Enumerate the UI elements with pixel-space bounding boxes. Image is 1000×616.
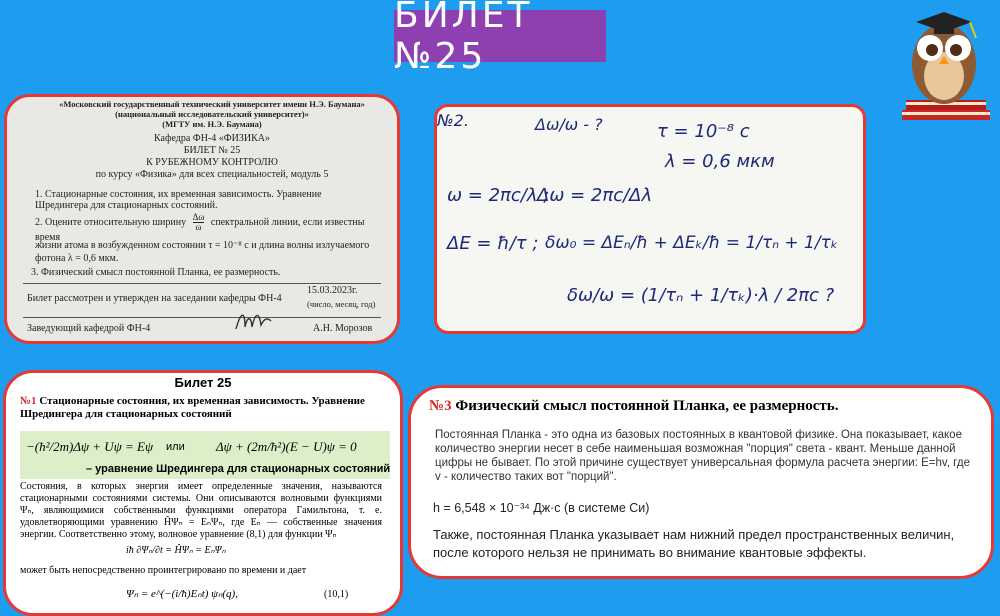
question-2-lifetime: жизни атома в возбужденном состоянии τ = 10⁻⁸ с и длина волны излучаемого xyxy=(35,240,370,251)
answer-1-body-end: может быть непосредственно проинтегрировано по времени и дает xyxy=(20,565,307,576)
formula-line-width: δω₀ = ΔEₙ/ħ + ΔEₖ/ħ = 1/τₙ + 1/τₖ xyxy=(545,233,839,253)
wavelength-given: λ = 0,6 мкм xyxy=(665,151,775,172)
equation-or: или xyxy=(166,441,185,453)
question-3: 3. Физический смысл постоянной Планка, ее размерность. xyxy=(31,267,281,278)
fraction-denominator: ω xyxy=(195,222,202,232)
university-line-3: (МГТУ им. Н.Э. Баумана) xyxy=(162,119,262,129)
schrodinger-equation-right: Δψ + (2m/ħ²)(E − U)ψ = 0 xyxy=(216,439,357,454)
wavefunction-solution: Ψₙ = e^(−(i/ħ)Eₙt) ψₙ(q), xyxy=(126,588,238,600)
answer-1-number: №1 xyxy=(20,395,37,407)
divider xyxy=(23,317,381,318)
department: Кафедра ФН-4 «ФИЗИКА» xyxy=(154,133,270,144)
date-caption: (число, месяц, год) xyxy=(307,299,376,309)
approval-date: 15.03.2023г. xyxy=(307,285,358,296)
formula-omega: ω = 2πc/λ ; xyxy=(447,185,550,206)
answer-heading: Билет 25 xyxy=(174,375,232,390)
answer-3-title: Физический смысл постоянной Планка, ее размерность. xyxy=(451,398,839,414)
answer-3-number: №3 xyxy=(429,398,452,414)
university-line-2: (национальный исследовательский университет)» xyxy=(115,109,309,119)
problem-number: №2. xyxy=(437,111,469,130)
answer-1-body: Состояния, в которых энергия имеет определенные значения, называются стационарными состояниями системы. Они описываются волновыми функциями Ψₙ, являющимися собственными функциями оператора Гамильтона, т. е. удовлетворяющими уравнению ĤΨₙ = EₙΨₙ, где Eₙ — собственные значения энергии. Соответственно этому, волновое уравнение (8,1) для функции Ψₙ xyxy=(20,481,382,540)
unknown-quantity: Δω/ω - ? xyxy=(535,115,603,134)
department-head-name: А.Н. Морозов xyxy=(313,323,373,334)
planck-spatial-limit: Также, постоянная Планка указывает нам нижний предел пространственных величин, после которого нельзя не принимать во внимание квантовые эффекты. xyxy=(433,527,955,560)
ticket-number: БИЛЕТ № 25 xyxy=(183,145,241,156)
owl-mascot-icon xyxy=(892,4,996,124)
lifetime-given: τ = 10⁻⁸ с xyxy=(657,121,750,142)
planck-explanation: Постоянная Планка - это одна из базовых постоянных в квантовой физике. Она показывает, какое количество энергии несет в себе наименьшая возможная "порция" света - квант. Меньше данной цифры не бывает. По этой причине существует универсальная формула расчета энергии: E=hv, где v - количество таких вот "порций". xyxy=(435,429,970,483)
exam-type: К РУБЕЖНОМУ КОНТРОЛЮ xyxy=(146,157,278,168)
question-2-start: 2. Оцените относительную ширину xyxy=(35,216,187,228)
question-1: 1. Стационарные состояния, их временная зависимость. Уравнение Шредингера для стационарных состояний. xyxy=(35,189,322,211)
divider xyxy=(23,283,381,284)
planck-constant-value: h = 6,548 × 10⁻³⁴ Дж·с (в системе Си) xyxy=(433,501,650,515)
equation-caption: – уравнение Шредингера для стационарных состояний xyxy=(86,463,391,475)
formula-delta-energy: ΔE = ħ/τ ; xyxy=(447,233,539,254)
page-title: БИЛЕТ №25 xyxy=(394,10,606,62)
schrodinger-equation-left: −(ħ²/2m)Δψ + Uψ = Eψ xyxy=(26,439,154,454)
question-2-middle: спектральной линии, если известны время xyxy=(35,216,365,243)
answer-3-card xyxy=(408,385,994,579)
answer-1-title: Стационарные состояния, их временная зависимость. Уравнение Шредингера для стационарных состояний xyxy=(20,395,365,420)
fraction-numerator: Δω xyxy=(192,212,205,222)
question-2-wavelength: фотона λ = 0,6 мкм. xyxy=(35,253,119,264)
handwritten-solution-card xyxy=(434,104,866,334)
formula-delta-omega: Δω = 2πc/Δλ xyxy=(537,185,653,206)
department-head-label: Заведующий кафедрой ФН-4 xyxy=(27,323,151,334)
course: по курсу «Физика» для всех специальностей, модуль 5 xyxy=(95,169,329,180)
university-line-1: «Московский государственный технический университет имени Н.Э. Баумана» xyxy=(59,99,365,109)
formula-result: δω/ω = (1/τₙ + 1/τₖ)·λ / 2πc ? xyxy=(567,285,835,306)
equation-number: (10,1) xyxy=(324,589,349,600)
answer-1-card xyxy=(3,370,403,616)
signature-icon xyxy=(233,307,273,338)
time-dependent-equation: iħ ∂Ψₙ/∂t = ĤΨₙ = EₙΨₙ xyxy=(126,545,226,556)
ticket-card xyxy=(4,94,400,344)
approval-note: Билет рассмотрен и утвержден на заседании кафедры ФН-4 xyxy=(27,293,282,304)
